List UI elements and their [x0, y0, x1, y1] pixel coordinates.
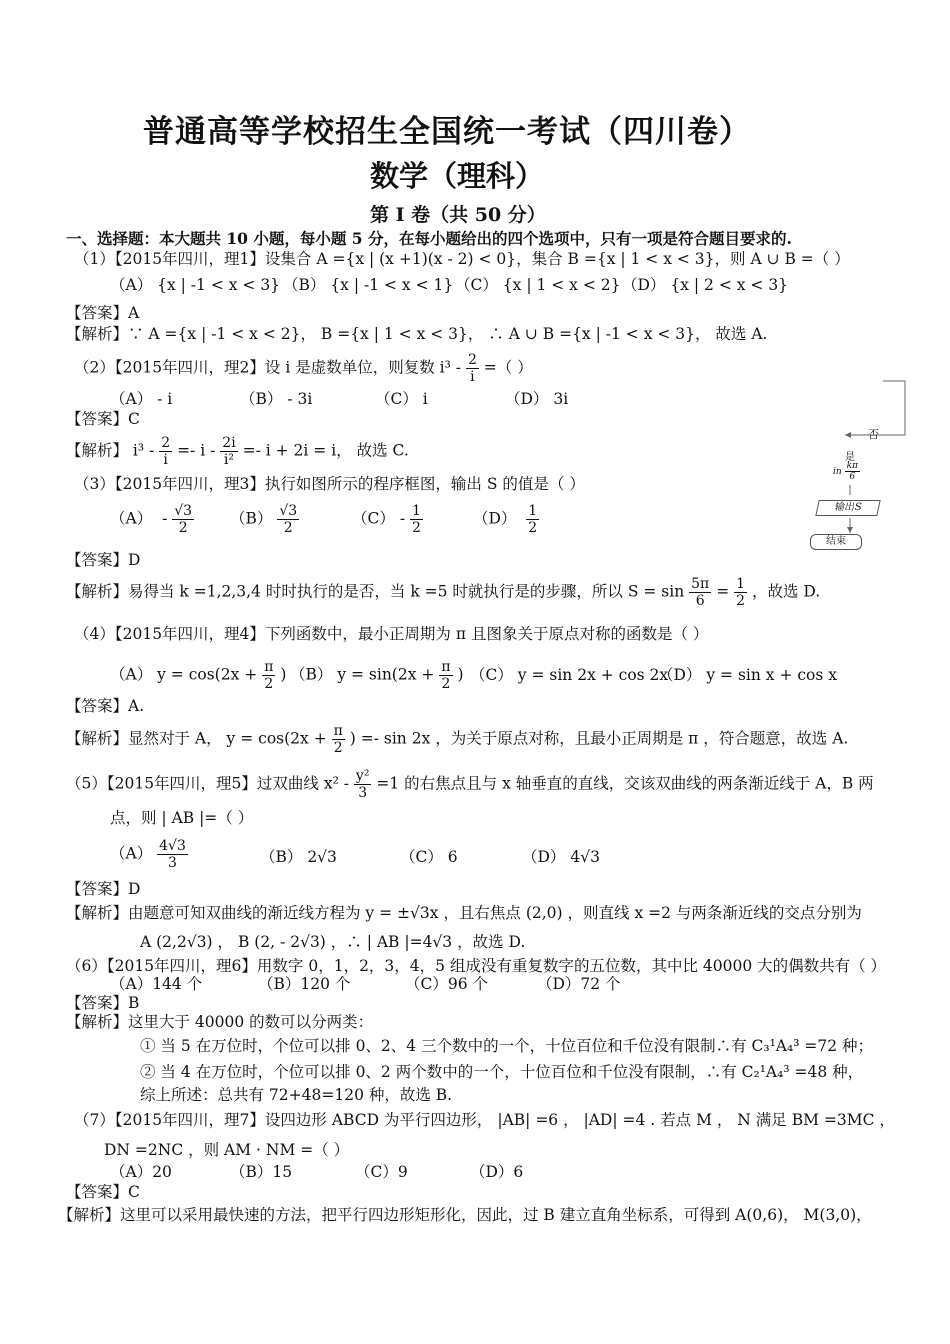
- q7-answer: 【答案】C: [66, 1183, 140, 1201]
- q4-option-b: （B） y = sin(2x + $\frac{\pi}{2}$ ): [290, 659, 464, 692]
- q2-analysis: 【解析】 i³ - $\frac{2}{i}$ =- i - $\frac{2i}{\text{i²}}$ =- i + 2i = i， 故选 C.: [66, 435, 409, 468]
- flowchart-no-label: 否: [868, 428, 879, 441]
- q2-answer: 【答案】C: [66, 410, 140, 428]
- q4-answer: 【答案】A.: [66, 697, 145, 715]
- q1-option-d: （D） {x | 2 < x < 3}: [622, 276, 789, 294]
- q7-option-b: （B）15: [230, 1163, 293, 1181]
- q4-option-d: （D） y = sin x + cos x: [658, 666, 837, 684]
- q2-option-b: （B） - 3i: [240, 390, 313, 408]
- q1-option-c: （C） {x | 1 < x < 2}: [455, 276, 621, 294]
- page-subtitle: 数学（理科）: [370, 159, 545, 193]
- q3-stem: （3）【2015年四川，理3】执行如图所示的程序框图，输出 S 的值是（ ）: [74, 475, 585, 493]
- q6-option-d: （D）72 个: [537, 975, 621, 993]
- q5-stem: （5）【2015年四川，理5】过双曲线 x² - $\frac{\text{y²}}{3}$ =1 的右焦点且与 x 轴垂直的直线，交该双曲线的两条渐近线于 A，B 两: [66, 768, 874, 801]
- q7-analysis: 【解析】这里可以采用最快速的方法，把平行四边形矩形化，因此，过 B 建立直角坐标系，可得到 A(0,6)， M(3,0)，: [58, 1206, 872, 1224]
- q5-analysis-1: 【解析】由题意可知双曲线的渐近线方程为 y = ±√3x ，且右焦点 (2,0) ，则直线 x =2 与两条渐近线的交点分别为: [66, 904, 862, 922]
- q1-option-a: （A） {x | -1 < x < 3}: [110, 276, 281, 294]
- q7-stem-2: DN =2NC ，则 AM · NM =（ ）: [104, 1141, 350, 1159]
- q3-answer: 【答案】D: [66, 551, 141, 569]
- q6-analysis-4: 综上所述：总共有 72+48=120 种，故选 B.: [140, 1086, 453, 1104]
- q6-option-b: （B）120 个: [258, 975, 351, 993]
- q2-option-d: （D） 3i: [505, 390, 569, 408]
- q5-answer: 【答案】D: [66, 880, 141, 898]
- q5-stem-cont: 点，则 | AB |=（ ）: [110, 809, 254, 827]
- q4-analysis: 【解析】显然对于 A， y = cos(2x + $\frac{\pi}{2}$ ) =- sin 2x ，为关于原点对称，且最小正周期是 π ，符合题意，故选 A.: [66, 723, 849, 756]
- q2-option-a: （A） - i: [110, 390, 173, 408]
- q3-analysis: 【解析】易得当 k =1,2,3,4 时时执行的是否，当 k =5 时就执行是的步骤，所以 S = sin $\frac{5\pi}{6}$ = $\frac{1}{2}$ ，故选 D.: [66, 576, 821, 609]
- q5-option-b: （B） 2√3: [260, 848, 337, 866]
- q5-option-d: （D） 4√3: [522, 848, 600, 866]
- q7-stem-1: （7）【2015年四川，理7】设四边形 ABCD 为平行四边形， |AB| =6 ， |AD| =4 . 若点 M ， N 满足 BM =3MC ，: [74, 1111, 895, 1129]
- flowchart-lines: [805, 375, 915, 555]
- flowchart-yes-label: 是: [845, 452, 855, 463]
- q1-answer: 【答案】A: [66, 304, 140, 322]
- q6-option-a: （A）144 个: [110, 975, 203, 993]
- q7-option-d: （D）6: [470, 1163, 524, 1181]
- q6-stem: （6）【2015年四川，理6】用数字 0，1，2，3，4，5 组成没有重复数字的五位数，其中比 40000 大的偶数共有（ ）: [66, 957, 887, 975]
- q6-analysis-3: ② 当 4 在万位时，个位可以排 0、2 两个数中的一个，十位百位和千位没有限制，∴有 C₂¹A₄³ =48 种，: [140, 1063, 864, 1081]
- page-title: 普通高等学校招生全国统一考试（四川卷）: [143, 114, 751, 150]
- q6-analysis-1: 【解析】这里大于 40000 的数可以分两类：: [66, 1013, 374, 1031]
- flowchart-formula: in $\frac{k\pi}{6}$: [833, 461, 858, 482]
- q3-option-c: （C） - $\frac{1}{2}$: [352, 503, 421, 536]
- section-heading: 一、选择题：本大题共 10 小题，每小题 5 分，在每小题给出的四个选项中，只有一项是符合题目要求的.: [66, 229, 792, 248]
- q4-option-c: （C） y = sin 2x + cos 2x: [470, 666, 669, 684]
- q3-option-d: （D） $\frac{1}{2}$: [473, 503, 538, 536]
- q4-option-a: （A） y = cos(2x + $\frac{\pi}{2}$ ): [110, 659, 287, 692]
- q6-option-c: （C）96 个: [405, 975, 489, 993]
- q2-option-c: （C） i: [375, 390, 428, 408]
- flowchart-end-box: 结束: [810, 534, 862, 550]
- q7-option-c: （C）9: [355, 1163, 408, 1181]
- q5-option-a: （A） $\frac{4√3}{3}$: [110, 838, 186, 871]
- q5-option-c: （C） 6: [400, 848, 458, 866]
- q5-analysis-2: A (2,2√3) ， B (2, - 2√3) ，∴ | AB |=4√3 ，故选 D.: [140, 933, 526, 951]
- flowchart-output-box: 输出S: [815, 500, 880, 516]
- q1-analysis: 【解析】∵ A ={x | -1 < x < 2}， B ={x | 1 < x < 3}， ∴ A ∪ B ={x | -1 < x < 3}， 故选 A.: [66, 325, 768, 343]
- q2-stem: （2）【2015年四川，理2】设 i 是虚数单位，则复数 i³ - $\frac{2}{i}$ =（ ）: [74, 352, 533, 385]
- q2-fraction: $\frac{2}{i}$: [467, 352, 477, 385]
- q6-analysis-2: ① 当 5 在万位时，个位可以排 0、2、4 三个数中的一个，十位百位和千位没有限制∴有 C₃¹A₄³ =72 种；: [140, 1037, 873, 1055]
- q3-option-b: （B） $\frac{√3}{2}$: [230, 503, 298, 536]
- q7-option-a: （A）20: [110, 1163, 172, 1181]
- q4-stem: （4）【2015年四川，理4】下列函数中，最小正周期为 π 且图象关于原点对称的函数是（ ）: [74, 625, 709, 643]
- q1-option-b: （B） {x | -1 < x < 1}: [283, 276, 454, 294]
- volume-heading: 第 I 卷（共 50 分）: [370, 204, 546, 226]
- q1-stem: （1）【2015年四川，理1】设集合 A ={x | (x +1)(x - 2) < 0}，集合 B ={x | 1 < x < 3}，则 A ∪ B =（ ）: [74, 250, 850, 268]
- q6-answer: 【答案】B: [66, 994, 140, 1012]
- q3-option-a: （A） - $\frac{√3}{2}$: [110, 503, 193, 536]
